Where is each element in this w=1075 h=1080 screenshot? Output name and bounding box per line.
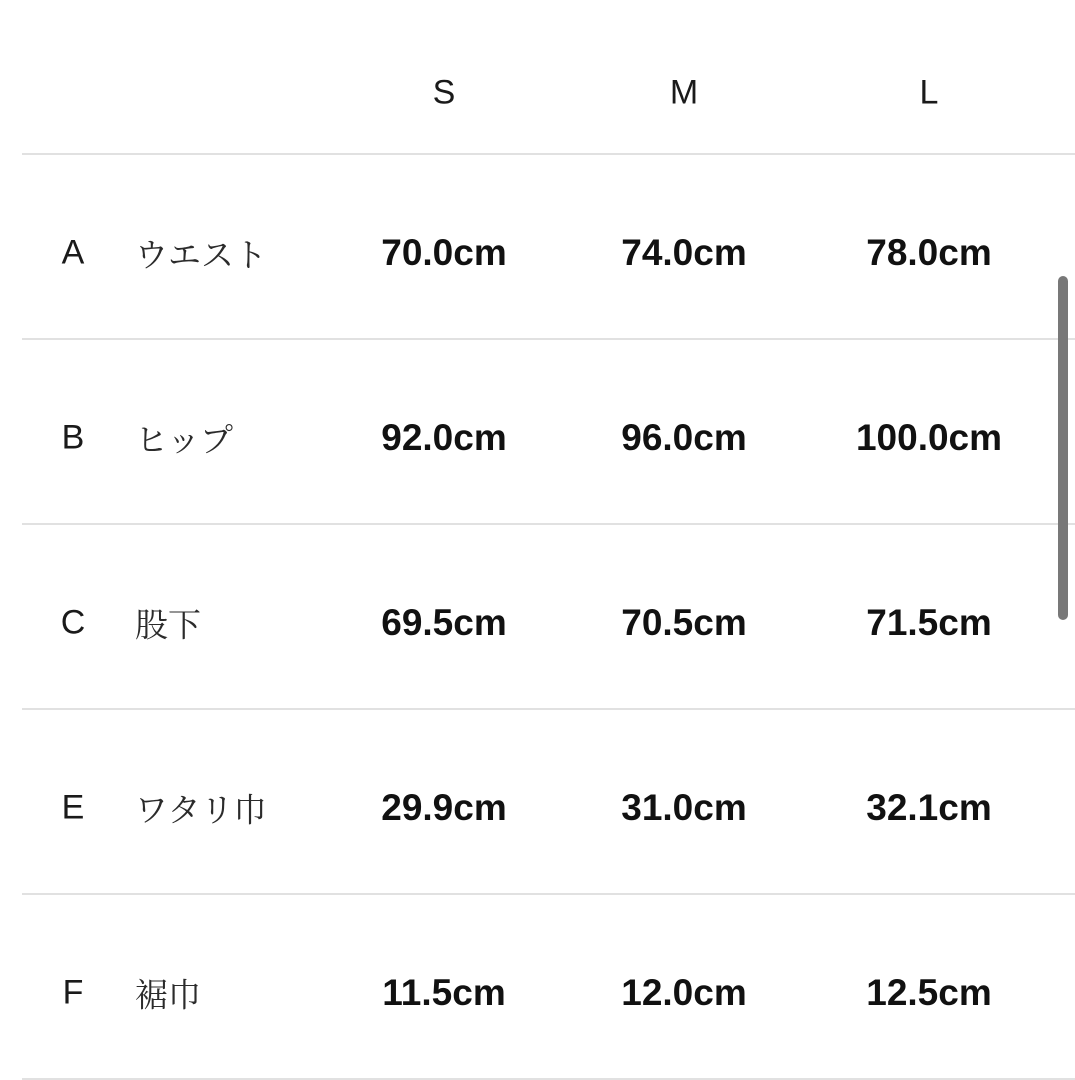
measurement-name: ウエスト [135, 236, 267, 274]
value-m: 31.0cm [621, 787, 747, 828]
size-column-header-s: S [432, 73, 456, 112]
measurement-letter: A [61, 233, 85, 272]
size-header-row [0, 0, 1075, 155]
value-s: 70.0cm [381, 232, 507, 273]
measurement-letter: C [60, 603, 86, 642]
value-l: 78.0cm [866, 232, 992, 273]
value-l: 100.0cm [855, 417, 1003, 458]
table-row-hip [0, 340, 1075, 525]
value-l: 71.5cm [866, 602, 992, 643]
table-row-inseam [0, 525, 1075, 710]
value-s: 92.0cm [381, 417, 507, 458]
value-s: 69.5cm [381, 602, 507, 643]
measurement-name: 裾巾 [135, 976, 201, 1014]
value-m: 12.0cm [621, 972, 747, 1013]
table-row-thigh-width [0, 710, 1075, 895]
value-s: 11.5cm [382, 972, 506, 1013]
value-l: 32.1cm [866, 787, 992, 828]
value-m: 70.5cm [621, 602, 747, 643]
scrollbar-thumb[interactable] [1058, 276, 1068, 620]
measurement-name: ワタリ巾 [135, 791, 267, 829]
measurement-letter: B [61, 418, 85, 457]
measurement-letter: E [61, 788, 85, 827]
measurement-name: 股下 [135, 606, 201, 644]
size-column-header-m: M [669, 73, 699, 112]
size-column-header-l: L [919, 73, 939, 112]
table-row-hem-width [0, 895, 1075, 1080]
value-m: 96.0cm [621, 417, 747, 458]
measurement-name: ヒップ [135, 421, 234, 459]
value-m: 74.0cm [621, 232, 747, 273]
value-s: 29.9cm [381, 787, 507, 828]
measurement-letter: F [62, 973, 84, 1012]
table-row-waist [0, 155, 1075, 340]
value-l: 12.5cm [866, 972, 992, 1013]
